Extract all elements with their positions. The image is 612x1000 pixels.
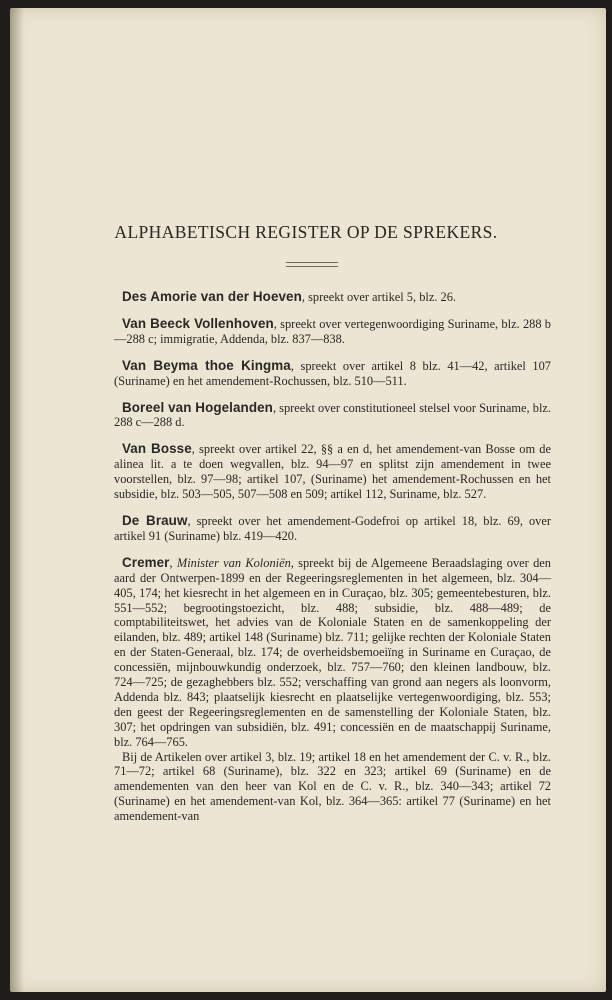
entry-text: , spreekt over het amendement-Godefroi op artikel 18, blz. 69, over artikel 91 (Suriname) blz. 419—420. <box>114 513 552 543</box>
speaker-name: Van Bosse <box>122 441 192 457</box>
register-entry <box>114 442 551 502</box>
speaker-name: Cremer <box>122 554 170 570</box>
entry-text: , spreekt over artikel 5, blz. 26. <box>301 290 457 304</box>
spine-shadow <box>10 8 24 992</box>
entry-text: , spreekt over artikel 22, §§ a en d, het amendement-van Bosse om de alinea lit. a te doen wegvallen, blz. 94—97 en splitst zijn amendement in twee voorstellen, blz. 97—98; artikel 107, (Suriname) het amendement-Rochussen en het subsidie, blz. 503—505, 507—508 en 509; artikel 112, Suriname, blz. 527. <box>114 442 551 502</box>
entry-text: , spreekt over constitutioneel stelsel voor Suriname, blz. 288 c—288 d. <box>114 400 551 430</box>
register-entry <box>114 317 551 347</box>
entry-text: , spreekt over artikel 8 blz. 41—42, artikel 107 (Suriname) en het amendement-Rochussen, blz. 510—511. <box>114 358 551 388</box>
register-entry <box>114 290 551 305</box>
page-title: ALPHABETISCH REGISTER OP DE SPREKERS. <box>114 222 498 242</box>
register-body <box>114 290 551 824</box>
speaker-name: Van Beyma thoe Kingma <box>122 357 291 373</box>
speaker-role: Minister van Koloniën <box>176 555 291 570</box>
register-entry <box>114 401 551 431</box>
register-entry <box>114 359 551 389</box>
entry-text: , spreekt over vertegenwoordiging Suriname, blz. 288 b—288 c; immigratie, Addenda, blz. 837—838. <box>114 316 552 346</box>
speaker-name: Boreel van Hogelanden <box>122 399 273 415</box>
entry-text: , spreekt bij de Algemeene Beraadslaging over den aard der Ontwerpen-1899 en der Regeeringsreglementen in het algemeen, blz. 304—405, 174; het kiesrecht in het algemeen en in Curaçao, blz. 305; gemeentebesturen, blz. 551—552; begrootingstoezicht, blz. 488; subsidie, blz. 488—489; de comptabiliteitswet, het advies van de Koloniale Staten en de samenkoppeling der eilanden, blz. 489; artikel 148 (Suriname) blz. 711; gelijke rechten der Koloniale Staten en der Staten-Generaal, blz. 174; de overheidsbemoeiïng in Suriname en Curaçao, de concessiën, mijnbouwkundig onderzoek, blz. 757—760; den kleinen landbouw, blz. 724—725; de gezaghebbers blz. 552; verschaffing van grond aan negers als loonvorm, Addenda blz. 843; plaatselijk kiesrecht en plaatselijke vertegenwoordiging, blz. 553; den geest der Regeeringsreglementen en de samenstelling der Koloniale Staten, blz. 307; het opdringen van subsidiën, blz. 491; concessiën en de maatschappij Suriname, blz. 764—765. <box>114 555 551 749</box>
register-entry <box>114 514 551 544</box>
speaker-name: De Brauw <box>122 512 188 528</box>
speaker-name: Des Amorie van der Hoeven <box>122 289 302 304</box>
entry-continuation: Bij de Artikelen over artikel 3, blz. 19; artikel 18 en het amendement der C. v. R., blz. 71—72; artikel 68 (Suriname), blz. 322 en 323; artikel 69 (Suriname) en de amendementen van den heer van Kol en de C. v. R., blz. 340—343; artikel 72 (Suriname) en het amendement-van Kol, blz. 364—365: artikel 77 (Suriname) en het amendement-van <box>114 749 551 824</box>
title-divider <box>286 262 338 267</box>
speaker-name: Van Beeck Vollenhoven <box>122 315 274 331</box>
register-entry: Cremer, Minister van Koloniën, spreekt bij de Algemeene Beraadslaging over den aard der Ontwerpen-1899 en der Regeeringsreglementen in het algemeen, blz. 304—405, 174; het kiesrecht in het algemeen en in Curaçao, blz. 305; gemeentebesturen, blz. 551—552; begrootingstoezicht, blz. 488; subsidie, blz. 488—489; de comptabiliteitswet, het advies van de Koloniale Staten en de samenkoppeling der eilanden, blz. 489; artikel 148 (Suriname) blz. 711; gelijke rechten der Koloniale Staten en der Staten-Generaal, blz. 174; de overheidsbemoeiïng in Suriname en Curaçao, de concessiën, mijnbouwkundig onderzoek, blz. 757—760; den kleinen landbouw, blz. 724—725; de gezaghebbers blz. 552; verschaffing van grond aan negers als loonvorm, Addenda blz. 843; plaatselijk kiesrecht en plaatselijke vertegenwoordiging, blz. 553; den geest der Regeeringsreglementen en de samenstelling der Koloniale Staten, blz. 307; het opdringen van subsidiën, blz. 491; concessiën en de maatschappij Suriname, blz. 764—765. <box>114 554 551 749</box>
